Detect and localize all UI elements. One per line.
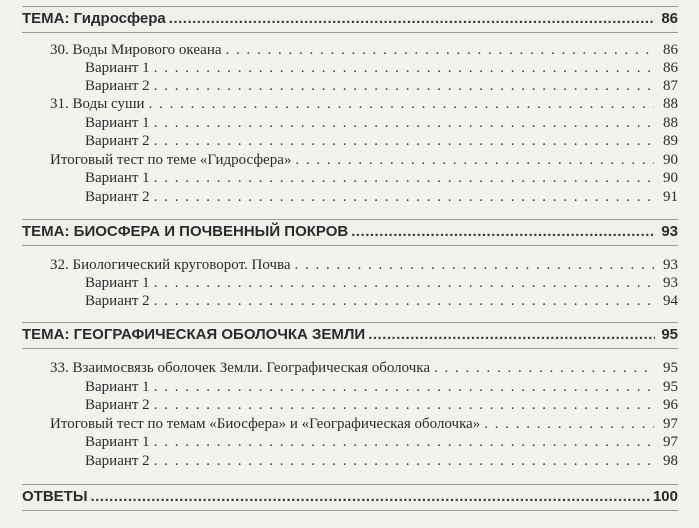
page-number: 93 xyxy=(661,223,678,240)
page-number: 88 xyxy=(663,115,678,131)
dot-leader xyxy=(226,42,654,59)
entry-title: Вариант 2 xyxy=(85,189,150,205)
dot-leader xyxy=(154,453,654,470)
entry-title: Вариант 1 xyxy=(85,60,150,76)
section-title: ТЕМА: БИОСФЕРА И ПОЧВЕННЫЙ ПОКРОВ xyxy=(22,223,349,240)
dot-leader xyxy=(154,189,654,206)
toc-entry xyxy=(85,115,678,134)
toc-entry xyxy=(85,434,678,453)
dot-leader xyxy=(154,379,654,396)
dot-leader xyxy=(154,293,654,310)
toc-entry xyxy=(85,170,678,189)
dot-leader xyxy=(149,96,654,113)
toc-entry xyxy=(85,60,678,79)
page-number: 97 xyxy=(663,434,678,450)
dot-leader xyxy=(154,275,654,292)
page-number: 86 xyxy=(663,60,678,76)
entry-title: Вариант 2 xyxy=(85,78,150,94)
toc-entry xyxy=(50,257,678,276)
page-number: 93 xyxy=(663,257,678,273)
toc-entry xyxy=(50,42,678,61)
dot-leader xyxy=(434,360,654,377)
dot-leader xyxy=(295,257,654,274)
toc-entry xyxy=(50,416,678,435)
entry-title: Итоговый тест по темам «Биосфера» и «Географическая оболочка» xyxy=(50,416,481,432)
page-number: 90 xyxy=(663,170,678,186)
entry-title: Вариант 1 xyxy=(85,434,150,450)
section-heading xyxy=(22,322,678,349)
dot-leader xyxy=(351,223,655,240)
toc-entry xyxy=(85,379,678,398)
toc-entry xyxy=(50,96,678,115)
entry-title: Вариант 2 xyxy=(85,397,150,413)
page-number: 90 xyxy=(663,152,678,168)
entry-title: Вариант 1 xyxy=(85,170,150,186)
section-heading xyxy=(22,6,678,33)
entry-title: 33. Взаимосвязь оболочек Земли. Географическая оболочка xyxy=(50,360,431,376)
page-number: 96 xyxy=(663,397,678,413)
page-number: 94 xyxy=(663,293,678,309)
toc-entry xyxy=(85,397,678,416)
entry-title: Вариант 1 xyxy=(85,115,150,131)
dot-leader xyxy=(169,10,655,27)
dot-leader xyxy=(154,434,654,451)
dot-leader xyxy=(295,152,654,169)
entry-title: Вариант 2 xyxy=(85,453,150,469)
page-number: 97 xyxy=(663,416,678,432)
dot-leader xyxy=(154,397,654,414)
page-number: 86 xyxy=(663,42,678,58)
entry-title: 30. Воды Мирового океана xyxy=(50,42,222,58)
entry-title: 32. Биологический круговорот. Почва xyxy=(50,257,291,273)
dot-leader xyxy=(154,115,654,132)
toc-entry xyxy=(85,453,678,472)
page-number: 98 xyxy=(663,453,678,469)
toc-entry xyxy=(85,275,678,294)
entry-title: Вариант 1 xyxy=(85,275,150,291)
page-number: 86 xyxy=(661,10,678,27)
section-heading xyxy=(22,219,678,246)
section-title: ТЕМА: ГЕОГРАФИЧЕСКАЯ ОБОЛОЧКА ЗЕМЛИ xyxy=(22,326,366,343)
toc-entry xyxy=(85,133,678,152)
dot-leader xyxy=(154,60,654,77)
entry-title: Итоговый тест по теме «Гидросфера» xyxy=(50,152,292,168)
toc-entry xyxy=(85,189,678,208)
dot-leader xyxy=(484,416,654,433)
dot-leader xyxy=(154,78,654,95)
toc-entry xyxy=(50,152,678,171)
page-number: 95 xyxy=(663,379,678,395)
page-number: 87 xyxy=(663,78,678,94)
section-heading xyxy=(22,484,678,511)
page-number: 91 xyxy=(663,189,678,205)
dot-leader xyxy=(154,133,654,150)
page-number: 100 xyxy=(652,488,678,505)
dot-leader xyxy=(154,170,654,187)
entry-title: 31. Воды суши xyxy=(50,96,145,112)
entry-title: Вариант 1 xyxy=(85,379,150,395)
entry-title: Вариант 2 xyxy=(85,293,150,309)
page-number: 95 xyxy=(663,360,678,376)
page-number: 93 xyxy=(663,275,678,291)
toc-entry xyxy=(85,78,678,97)
section-title: ТЕМА: Гидросфера xyxy=(22,10,166,27)
toc-entry xyxy=(50,360,678,379)
entry-title: Вариант 2 xyxy=(85,133,150,149)
section-title: ОТВЕТЫ xyxy=(22,488,88,505)
page-number: 88 xyxy=(663,96,678,112)
page-number: 95 xyxy=(661,326,678,343)
dot-leader xyxy=(91,488,650,505)
toc-entry xyxy=(85,293,678,312)
page-number: 89 xyxy=(663,133,678,149)
dot-leader xyxy=(368,326,655,343)
